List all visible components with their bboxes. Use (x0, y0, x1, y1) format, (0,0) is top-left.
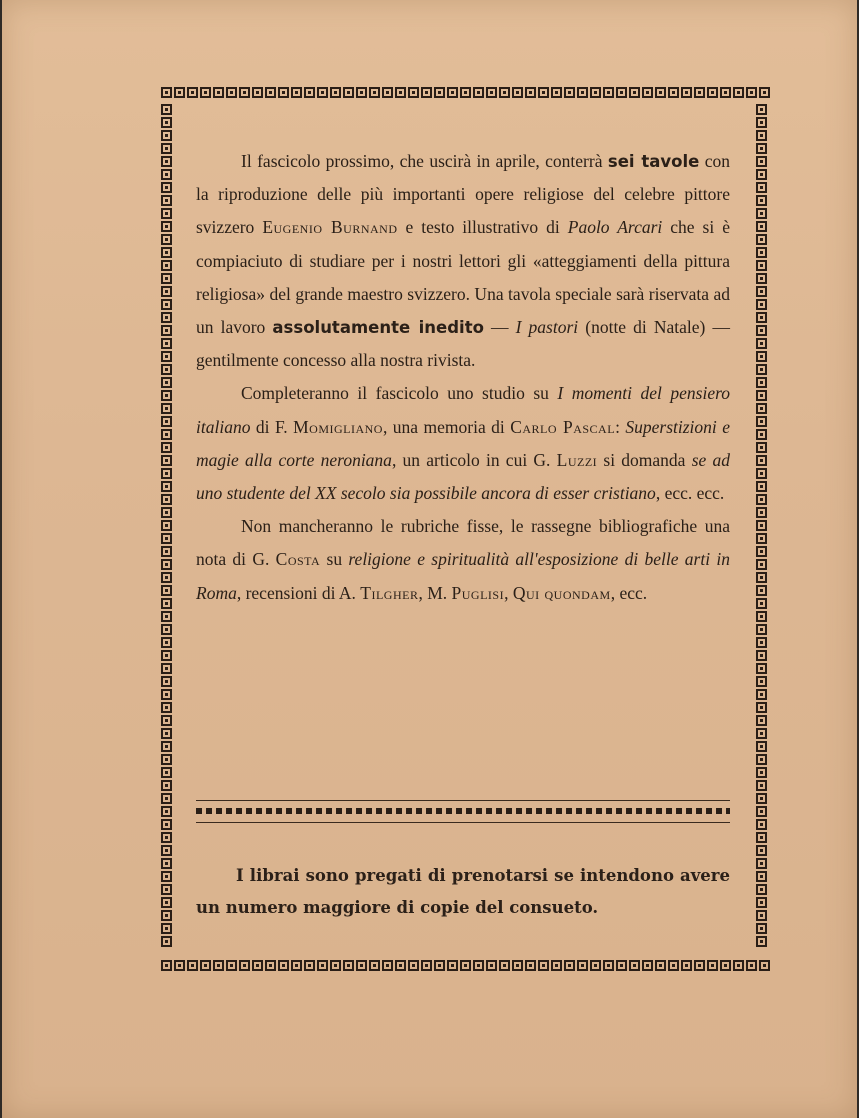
border-square (161, 312, 172, 323)
border-square (447, 87, 458, 98)
author-name: Costa (275, 549, 321, 570)
border-square (161, 533, 172, 544)
border-square (756, 507, 767, 518)
border-square (756, 338, 767, 349)
border-square (759, 87, 770, 98)
border-square (161, 923, 172, 934)
border-square (161, 650, 172, 661)
border-square (473, 960, 484, 971)
border-square (564, 87, 575, 98)
border-square (756, 767, 767, 778)
border-square (590, 87, 601, 98)
border-square (161, 585, 172, 596)
border-square (161, 689, 172, 700)
border-square (756, 247, 767, 258)
border-square (756, 936, 767, 947)
text: , ecc. ecc. (655, 483, 725, 504)
border-square (756, 806, 767, 817)
border-square (756, 897, 767, 908)
text: , M. (418, 582, 452, 603)
border-square (161, 403, 172, 414)
border-square (603, 960, 614, 971)
border-square (756, 429, 767, 440)
separator-rule-top (196, 800, 730, 801)
border-square (161, 247, 172, 258)
border-square (694, 87, 705, 98)
border-square (161, 780, 172, 791)
border-square (291, 87, 302, 98)
border-square (369, 87, 380, 98)
border-square (161, 182, 172, 193)
border-square (161, 845, 172, 856)
border-square (161, 104, 172, 115)
bold-text: sei tavole (607, 152, 700, 171)
italic-text: religione e spiritualità all'esposizione di belle arti in Roma (196, 549, 730, 603)
paragraph-1 (196, 145, 730, 377)
border-square (756, 559, 767, 570)
border-square (756, 390, 767, 401)
text: — (483, 317, 516, 338)
border-square (161, 481, 172, 492)
border-square (408, 960, 419, 971)
border-square (655, 87, 666, 98)
border-square (252, 87, 263, 98)
border-square (161, 767, 172, 778)
border-square (161, 676, 172, 687)
paragraph-3 (196, 510, 730, 610)
border-square (756, 494, 767, 505)
border-square (278, 87, 289, 98)
border-square (161, 715, 172, 726)
border-square (161, 364, 172, 375)
border-square (200, 960, 211, 971)
border-square (668, 960, 679, 971)
border-square (161, 611, 172, 622)
border-square (746, 87, 757, 98)
border-square (356, 960, 367, 971)
border-square (161, 351, 172, 362)
border-square (291, 960, 302, 971)
border-square (707, 87, 718, 98)
paragraph-2 (196, 377, 730, 510)
border-square (720, 87, 731, 98)
border-square (681, 87, 692, 98)
border-square (213, 87, 224, 98)
border-square (161, 442, 172, 453)
border-square (161, 234, 172, 245)
border-square (756, 169, 767, 180)
border-square (161, 299, 172, 310)
border-square (161, 897, 172, 908)
border-square (756, 793, 767, 804)
border-square (161, 741, 172, 752)
border-square (756, 130, 767, 141)
border-square (499, 87, 510, 98)
author-name: Eugenio Burnand (262, 217, 398, 238)
border-square (187, 960, 198, 971)
border-square (694, 960, 705, 971)
border-square (161, 286, 172, 297)
border-square (447, 960, 458, 971)
border-square (408, 87, 419, 98)
border-square (512, 87, 523, 98)
border-square (161, 507, 172, 518)
border-square (629, 87, 640, 98)
border-square (161, 637, 172, 648)
text: su (320, 549, 349, 570)
border-square (161, 910, 172, 921)
italic-text: se ad uno studente del XX secolo sia possibile ancora di esser cristiano (196, 449, 730, 504)
border-square (756, 260, 767, 271)
border-square (161, 520, 172, 531)
announcement-text (196, 145, 730, 610)
border-square (681, 960, 692, 971)
border-square (356, 87, 367, 98)
border-square (460, 960, 471, 971)
author-name: Carlo Pascal (510, 416, 616, 437)
border-square (756, 923, 767, 934)
border-square (317, 87, 328, 98)
border-square (486, 960, 497, 971)
border-square (161, 87, 172, 98)
border-square (239, 87, 250, 98)
ornamental-separator (196, 796, 730, 826)
border-square (756, 364, 767, 375)
border-square (512, 960, 523, 971)
border-square (756, 416, 767, 427)
border-square (756, 221, 767, 232)
border-square (756, 442, 767, 453)
text: si domanda (597, 449, 692, 470)
border-square (756, 351, 767, 362)
border-square (382, 960, 393, 971)
border-square (759, 960, 770, 971)
border-square (265, 87, 276, 98)
border-square (161, 455, 172, 466)
border-square (756, 156, 767, 167)
border-square (161, 572, 172, 583)
italic-text: I momenti del pensiero italiano (196, 383, 731, 437)
border-square (161, 624, 172, 635)
border-square (330, 87, 341, 98)
border-square (746, 960, 757, 971)
border-square (756, 884, 767, 895)
border-square (369, 960, 380, 971)
border-square (330, 960, 341, 971)
author-name: Momigliano (293, 416, 383, 437)
border-square (304, 960, 315, 971)
author-name: Qui quondam (512, 582, 611, 603)
border-square (434, 87, 445, 98)
text: Il fascicolo prossimo, che uscirà in aprile, conterrà (241, 151, 608, 171)
border-square (499, 960, 510, 971)
border-square (756, 208, 767, 219)
border-square (538, 960, 549, 971)
border-square (161, 325, 172, 336)
border-square (486, 87, 497, 98)
border-square (161, 156, 172, 167)
border-square (226, 87, 237, 98)
border-square (252, 960, 263, 971)
border-square (655, 960, 666, 971)
border-square (577, 960, 588, 971)
border-square (756, 845, 767, 856)
border-square (161, 702, 172, 713)
border-square (577, 87, 588, 98)
border-square (473, 87, 484, 98)
border-square (161, 884, 172, 895)
border-square (756, 572, 767, 583)
border-square (756, 715, 767, 726)
border-square (756, 676, 767, 687)
border-square (161, 260, 172, 271)
text: , recensioni di A. (236, 582, 361, 603)
border-square (642, 960, 653, 971)
author-name: Luzzi (556, 449, 598, 470)
border-square (161, 728, 172, 739)
border-square (343, 960, 354, 971)
author-name: Tilgher (360, 582, 419, 603)
border-square (756, 910, 767, 921)
border-square (756, 104, 767, 115)
border-square (756, 143, 767, 154)
border-square (603, 87, 614, 98)
text: di F. (250, 416, 294, 437)
border-square (161, 960, 172, 971)
border-square (395, 87, 406, 98)
border-square (434, 960, 445, 971)
border-square (756, 468, 767, 479)
border-square (226, 960, 237, 971)
border-square (200, 87, 211, 98)
italic-text: Paolo Arcari (567, 217, 663, 238)
border-square (756, 728, 767, 739)
border-square (756, 650, 767, 661)
border-square (161, 117, 172, 128)
separator-dots (196, 808, 730, 814)
border-square (421, 960, 432, 971)
border-square (161, 416, 172, 427)
border-square (756, 819, 767, 830)
border-square (161, 169, 172, 180)
border-bottom (160, 959, 772, 976)
border-square (317, 960, 328, 971)
border-square (161, 338, 172, 349)
text: che si è compiaciuto di studiare per i nostri lettori gli «atteggiamenti della pittura religiosa» del grande maestro svizzero. Una tavola speciale sarà riservata ad un lavoro (196, 217, 730, 338)
text: , un articolo in cui G. (391, 449, 557, 470)
border-square (629, 960, 640, 971)
border-square (174, 960, 185, 971)
border-square (642, 87, 653, 98)
text: Non mancheranno le rubriche fisse, le rassegne bibliografiche una nota di G. (196, 516, 730, 570)
border-right (755, 103, 772, 959)
border-square (756, 702, 767, 713)
border-square (551, 960, 562, 971)
text: : (615, 416, 626, 437)
border-square (161, 195, 172, 206)
border-square (161, 858, 172, 869)
border-top (160, 86, 772, 103)
border-square (668, 87, 679, 98)
border-square (161, 130, 172, 141)
text: , (504, 582, 513, 603)
separator-rule-bottom (196, 822, 730, 823)
border-square (551, 87, 562, 98)
italic-text: I pastori (515, 317, 579, 338)
border-square (707, 960, 718, 971)
border-square (756, 780, 767, 791)
border-square (538, 87, 549, 98)
italic-text: Superstizioni e magie alla corte neroniana (196, 416, 730, 470)
border-square (756, 832, 767, 843)
border-square (756, 871, 767, 882)
border-square (239, 960, 250, 971)
border-square (756, 286, 767, 297)
border-square (756, 195, 767, 206)
border-square (756, 585, 767, 596)
border-square (161, 663, 172, 674)
notice-text: I librai sono pregati di prenotarsi se intendono avere un numero maggiore di copie del consueto. (196, 866, 730, 917)
border-square (756, 273, 767, 284)
border-square (756, 689, 767, 700)
border-square (616, 87, 627, 98)
border-square (161, 221, 172, 232)
border-square (161, 936, 172, 947)
border-square (756, 598, 767, 609)
border-square (161, 806, 172, 817)
border-square (278, 960, 289, 971)
border-square (756, 546, 767, 557)
border-square (421, 87, 432, 98)
border-square (395, 960, 406, 971)
border-square (161, 598, 172, 609)
border-square (756, 299, 767, 310)
border-square (756, 858, 767, 869)
border-square (161, 429, 172, 440)
border-square (161, 468, 172, 479)
border-square (161, 377, 172, 388)
text: , una memoria di (382, 416, 511, 437)
text: (notte di Natale) — gentilmente concesso alla nostra rivista. (196, 317, 730, 371)
border-square (756, 637, 767, 648)
border-square (161, 546, 172, 557)
border-square (161, 559, 172, 570)
text: , ecc. (610, 582, 648, 603)
border-left (160, 103, 177, 959)
text: con la riproduzione delle più importanti opere religiose del celebre pittore svizzero (196, 151, 730, 238)
border-square (756, 312, 767, 323)
border-square (161, 143, 172, 154)
border-square (161, 754, 172, 765)
border-square (756, 754, 767, 765)
border-square (460, 87, 471, 98)
border-square (756, 377, 767, 388)
border-square (733, 87, 744, 98)
booksellers-notice (196, 860, 730, 924)
border-square (733, 960, 744, 971)
border-square (161, 273, 172, 284)
text: Completeranno il fascicolo uno studio su (241, 383, 558, 404)
border-square (756, 663, 767, 674)
border-square (756, 481, 767, 492)
border-square (161, 871, 172, 882)
border-square (304, 87, 315, 98)
border-square (161, 793, 172, 804)
border-square (756, 520, 767, 531)
border-square (382, 87, 393, 98)
border-square (590, 960, 601, 971)
border-square (756, 611, 767, 622)
border-square (525, 87, 536, 98)
border-square (756, 533, 767, 544)
border-square (720, 960, 731, 971)
border-square (756, 117, 767, 128)
border-square (161, 819, 172, 830)
border-square (756, 624, 767, 635)
border-square (161, 832, 172, 843)
border-square (756, 234, 767, 245)
border-square (756, 455, 767, 466)
bold-text: assolutamente inedito (272, 318, 484, 338)
border-square (187, 87, 198, 98)
border-square (756, 325, 767, 336)
border-square (616, 960, 627, 971)
border-square (213, 960, 224, 971)
border-square (343, 87, 354, 98)
border-square (265, 960, 276, 971)
border-square (756, 741, 767, 752)
border-square (161, 208, 172, 219)
border-square (161, 390, 172, 401)
border-square (525, 960, 536, 971)
author-name: Puglisi (451, 582, 505, 603)
border-square (161, 494, 172, 505)
text: e testo illustrativo di (397, 217, 568, 238)
border-square (756, 182, 767, 193)
border-square (174, 87, 185, 98)
border-square (756, 403, 767, 414)
border-square (564, 960, 575, 971)
